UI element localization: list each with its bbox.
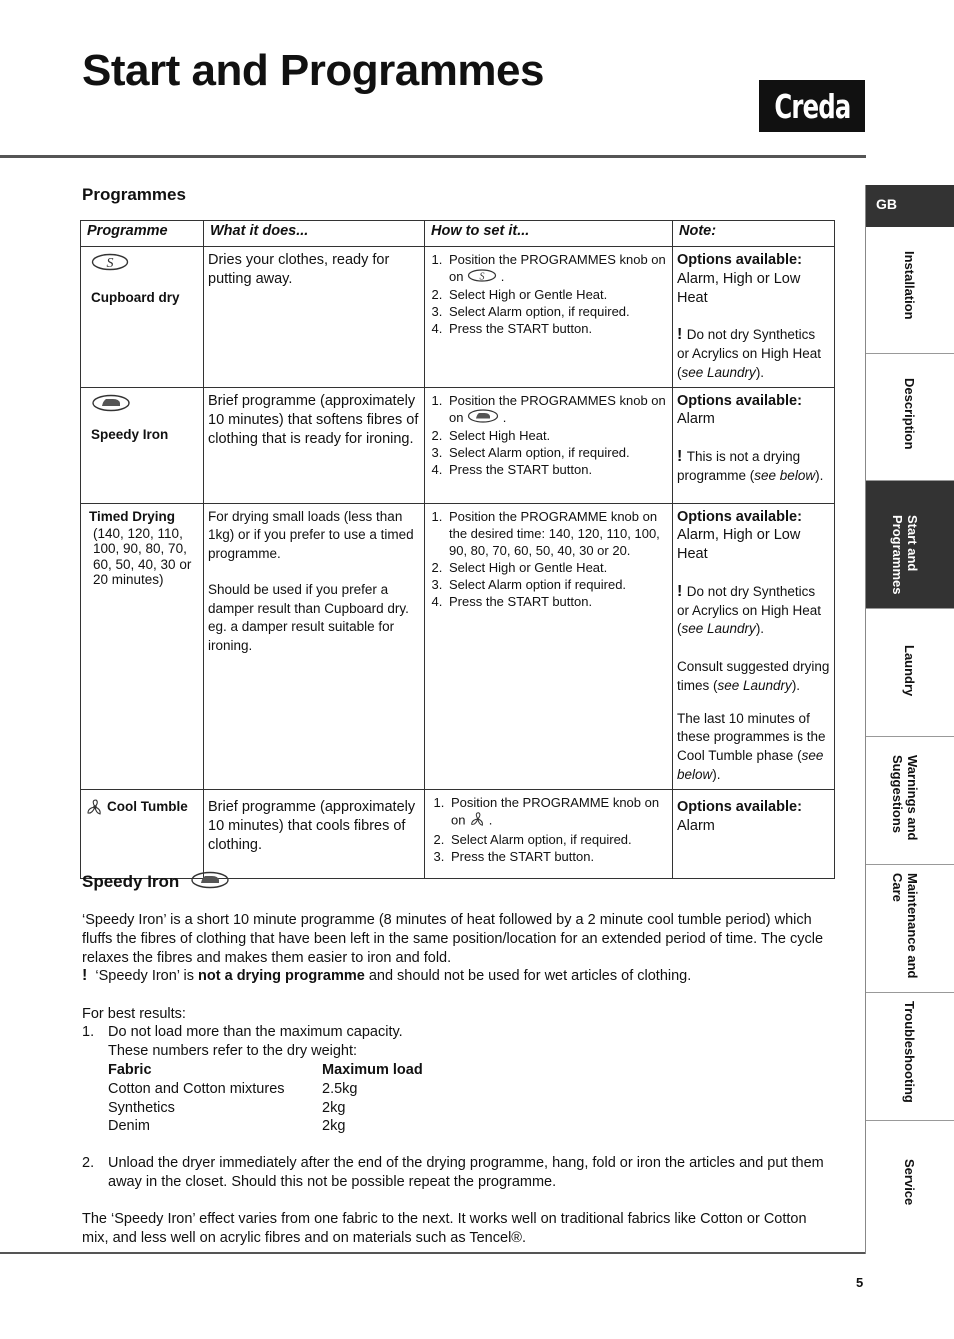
creda-logo: Creda (759, 80, 865, 132)
cupboard-dry-icon (467, 269, 497, 286)
how-cell (425, 247, 673, 388)
list-item (82, 1023, 834, 1061)
how-cell (425, 503, 673, 789)
col-programme: Programme (81, 221, 204, 247)
programme-times: (140, 120, 110, 100, 90, 80, 70, 60, 50, 40, 30 or 20 minutes) (93, 525, 192, 588)
step: 2. Select High or Gentle Heat. (446, 286, 668, 303)
step: 3. Press the START button. (448, 848, 668, 865)
sidebar-tab-troubleshooting[interactable] (866, 993, 954, 1121)
note-options: Alarm (677, 817, 715, 834)
list-text: Unload the dryer immediately after the end of the drying programme, hang, fold or iron the articles and put them away in the closet. Should this not be possible repeat the programme. (108, 1155, 824, 1190)
programmes-table (80, 220, 835, 879)
note-cell (673, 503, 835, 789)
step: 3. Select Alarm option if required. (446, 576, 668, 593)
country-badge: GB (866, 185, 954, 227)
table-row (81, 247, 835, 388)
svg-text:S: S (479, 271, 485, 283)
step: 1. Position the PROGRAMMES knob on on . (446, 392, 668, 428)
table-header-row (81, 221, 835, 247)
table-row (81, 387, 835, 503)
warning-note: ! Do not dry Synthetics or Acrylics on High Heat (see Laundry). (677, 326, 822, 380)
step: 4. Press the START button. (446, 461, 668, 478)
step: 1. Position the PROGRAMMES knob on on S . (446, 251, 668, 286)
sidebar-tab-label: Warnings and Suggestions (890, 755, 920, 841)
note-cell (673, 789, 835, 878)
sidebar-tab-label: Maintenance and Care (890, 873, 920, 979)
cool-tumble-note: The last 10 minutes of these programmes is the Cool Tumble phase (see below). (677, 710, 826, 782)
col-what: What it does... (204, 221, 425, 247)
list-subtext: These numbers refer to the dry weight: (108, 1042, 358, 1059)
sidebar-tab-label: Installation (902, 251, 917, 320)
note-options: Alarm, High or Low Heat (677, 527, 801, 563)
sidebar-tab-installation[interactable] (866, 227, 954, 354)
programme-cell (81, 247, 204, 388)
what-cell: Dries your clothes, ready for putting away. (204, 247, 425, 388)
list-number: 2. (82, 1155, 95, 1171)
sidebar-tab-laundry[interactable] (866, 609, 954, 737)
table-row: Denim 2kg (108, 1118, 346, 1135)
what-text: Should be used if you prefer a damper result than Cupboard dry. (208, 582, 409, 616)
step: 4. Press the START button. (446, 593, 668, 610)
list-item (82, 1154, 834, 1192)
sidebar-tab-label: Laundry (902, 645, 917, 697)
note-title: Options available: (677, 252, 802, 268)
table-row: Cotton and Cotton mixtures 2.5kg (108, 1080, 358, 1097)
note-title: Options available: (677, 508, 802, 525)
step: 1. Position the PROGRAMME knob on the desired time: 140, 120, 110, 100, 90, 80, 70, 60, 50, 40, 30 or 20. (446, 508, 668, 559)
speedy-iron-warning: ! ‘Speedy Iron’ is not a drying programme and should not be used for wet articles of clothing. (82, 967, 692, 984)
sidebar-tab-label: Start and Programmes (890, 515, 920, 595)
sidebar-tab-label: Troubleshooting (902, 1001, 917, 1103)
step: 2. Select Alarm option, if required. (448, 831, 668, 848)
what-cell (204, 503, 425, 789)
warning-note: ! This is not a drying programme (see below). (677, 447, 824, 483)
note-options: Alarm (677, 411, 715, 428)
warning-note: ! Do not dry Synthetics or Acrylics on High Heat (see Laundry). (677, 582, 822, 637)
programme-cell (81, 503, 204, 789)
step: 3. Select Alarm option, if required. (446, 444, 668, 461)
load-table-header (108, 1061, 423, 1080)
what-text: For drying small loads (less than 1kg) or if you prefer to use a timed programme. (208, 508, 414, 561)
programme-cell (81, 387, 204, 503)
table-row (81, 503, 835, 789)
footer-rule (0, 1252, 866, 1254)
table-row (81, 789, 835, 878)
what-text: eg. a damper result suitable for ironing. (208, 619, 395, 653)
step: 2. Select High or Gentle Heat. (446, 559, 668, 576)
how-cell (425, 387, 673, 503)
svg-text:S: S (106, 256, 114, 271)
step: 2. Select High Heat. (446, 427, 668, 444)
programme-name: Cupboard dry (91, 290, 180, 305)
speedy-iron-icon (467, 409, 499, 427)
step: 4. Press the START button. (446, 320, 668, 337)
sidebar-tab-warnings-and-suggestions[interactable] (866, 737, 954, 865)
sidebar-tab-label: Service (902, 1159, 917, 1206)
note-options: Alarm, High or Low Heat (677, 270, 801, 306)
table-row: Synthetics 2kg (108, 1099, 346, 1116)
sidebar-tab-service[interactable] (866, 1121, 954, 1254)
speedy-iron-heading: Speedy Iron (82, 871, 230, 894)
note-cell (673, 387, 835, 503)
programme-cell (81, 789, 204, 878)
programme-name: Speedy Iron (91, 426, 169, 442)
col-how: How to set it... (425, 221, 673, 247)
speedy-iron-description: ‘Speedy Iron’ is a short 10 minute programme (8 minutes of heat followed by a 2 minute cool tumble period) which fluffs the fibres of clothing that have been left in the same position/location for an extended period of time. The cycle relaxes the fibres and makes them easier to iron and fold. (82, 912, 824, 966)
speedy-iron-icon (91, 394, 131, 415)
what-cell: Brief programme (approximately 10 minutes) that softens fibres of clothing that is ready for ironing. (204, 387, 425, 503)
list-text: Do not load more than the maximum capacity. (108, 1024, 403, 1040)
cool-tumble-icon (85, 798, 103, 819)
how-cell (425, 789, 673, 878)
programme-name: Cool Tumble (107, 798, 188, 814)
load-table (108, 1061, 423, 1136)
sidebar-tab-start-and-programmes[interactable] (866, 481, 954, 609)
step: 3. Select Alarm option, if required. (446, 303, 668, 320)
load-header-fabric: Fabric (108, 1062, 152, 1078)
drying-times-note: Consult suggested drying times (see Laundry). (677, 658, 830, 693)
note-title: Options available: (677, 392, 802, 409)
page-number: 5 (856, 1275, 864, 1290)
what-cell: Brief programme (approximately 10 minutes) that cools fibres of clothing. (204, 789, 425, 878)
step: 1. Position the PROGRAMME knob on on . (448, 794, 668, 831)
speedy-iron-icon (190, 871, 230, 894)
header-rule (0, 155, 866, 158)
note-title: Options available: (677, 798, 802, 815)
sidebar-tab-label: Description (902, 378, 917, 450)
sidebar-tab-description[interactable] (866, 354, 954, 481)
sidebar-tab-maintenance-and-care[interactable] (866, 865, 954, 993)
programmes-heading: Programmes (82, 185, 186, 204)
load-header-max: Maximum load (322, 1062, 423, 1078)
col-note: Note: (673, 221, 835, 247)
programme-name: Timed Drying (89, 508, 176, 524)
note-cell (673, 247, 835, 388)
best-results-label: For best results: (82, 1006, 186, 1022)
cool-tumble-icon (469, 811, 485, 831)
list-number: 1. (82, 1024, 95, 1040)
closing-paragraph: The ‘Speedy Iron’ effect varies from one fabric to the next. It works well on traditional fabrics like Cotton or Cotton mix, and less well on acrylic fibres and on materials such as Tencel®. (82, 1211, 807, 1246)
cupboard-dry-icon (91, 253, 129, 274)
page-title: Start and Programmes (82, 46, 544, 95)
